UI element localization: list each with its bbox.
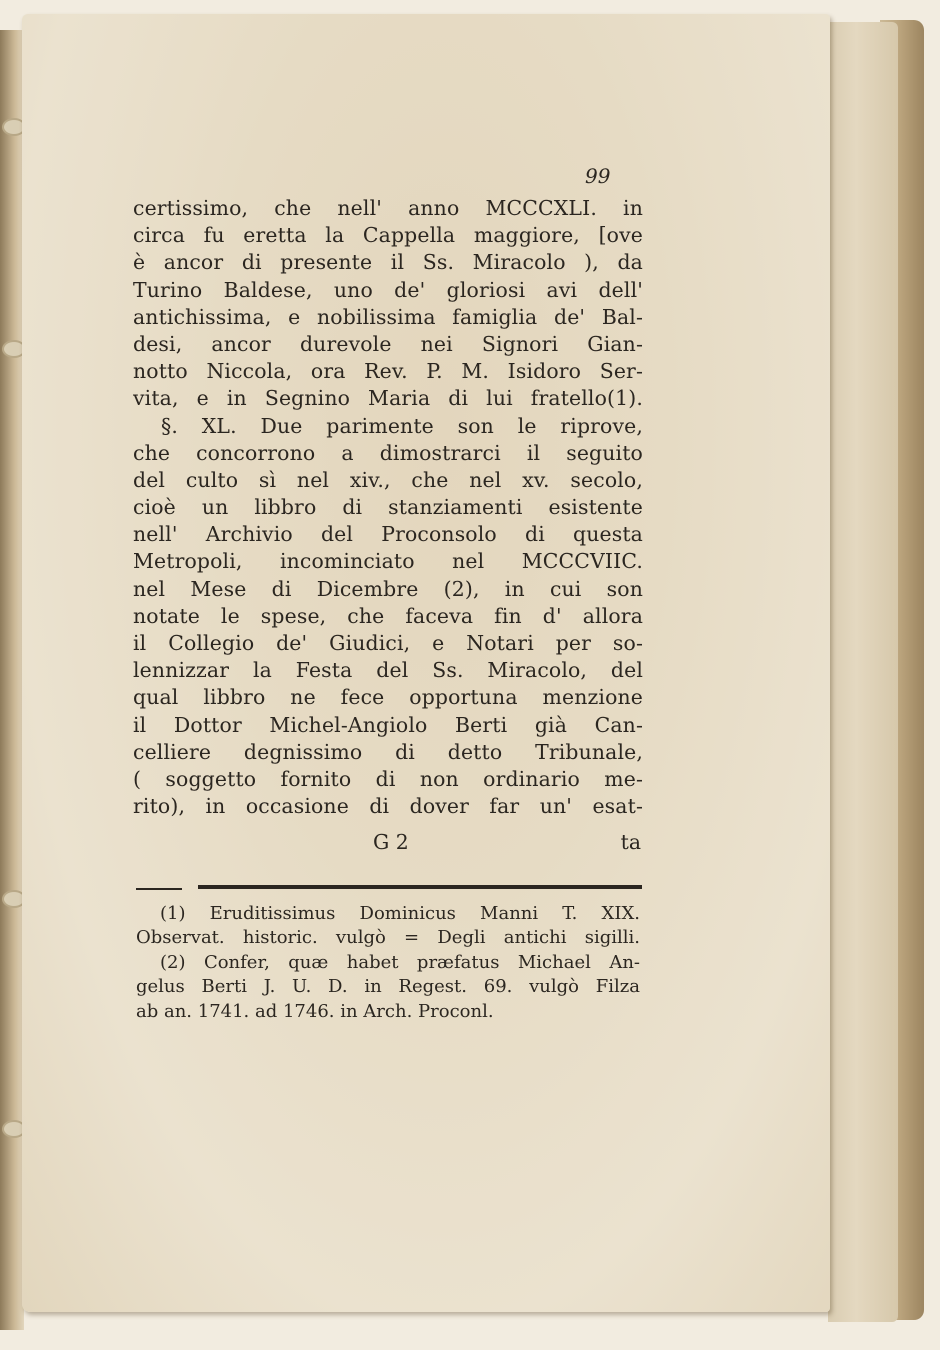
catchword: ta xyxy=(620,830,641,854)
footnote-line: ab an. 1741. ad 1746. in Arch. Proconl. xyxy=(136,1000,494,1022)
footnote-line: gelus Berti J. U. D. in Regest. 69. vulgò Filza xyxy=(136,976,640,998)
body-line: nell' Archivio del Proconsolo di questa xyxy=(133,522,643,547)
footnote-rule-long xyxy=(198,885,642,889)
body-text xyxy=(133,195,643,820)
footnotes xyxy=(136,902,640,1024)
footnote-line: Observat. historic. vulgò = Degli antichi sigilli. xyxy=(136,927,640,949)
body-line: vita, e in Segnino Maria di lui fratello(1). xyxy=(133,386,643,411)
body-line: ( soggetto fornito di non ordinario me- xyxy=(133,766,643,791)
body-line: il Collegio de' Giudici, e Notari per so- xyxy=(133,631,643,655)
body-line: è ancor di presente il Ss. Miracolo ), da xyxy=(133,250,643,275)
footnote-line: (1) Eruditissimus Dominicus Manni T. XIX. xyxy=(160,903,640,924)
body-line: il Dottor Michel-Angiolo Berti già Can- xyxy=(133,712,643,737)
body-line: nel Mese di Dicembre (2), in cui son xyxy=(133,576,643,601)
body-line: lennizzar la Festa del Ss. Miracolo, del xyxy=(133,658,643,683)
body-line: §. XL. Due parimente son le riprove, xyxy=(161,413,643,438)
body-line: certissimo, che nell' anno MCCCXLI. in xyxy=(133,196,643,220)
underlying-page xyxy=(828,22,898,1322)
body-line: qual libbro ne fece opportuna menzione xyxy=(133,685,643,710)
page-number: 99 xyxy=(585,164,611,188)
body-line: notto Niccola, ora Rev. P. M. Isidoro Ser- xyxy=(133,359,643,384)
footnote-rule-short xyxy=(136,888,182,890)
body-line: rito), in occasione di dover far un' esat- xyxy=(133,794,643,819)
body-line: cioè un libbro di stanziamenti esistente xyxy=(133,495,643,520)
body-line: che concorrono a dimostrarci il seguito xyxy=(133,440,643,465)
body-line: Metropoli, incominciato nel MCCCVIIC. xyxy=(133,549,643,574)
footnote-line: (2) Confer, quæ habet præfatus Michael An- xyxy=(160,951,640,973)
body-line: celliere degnissimo di detto Tribunale, xyxy=(133,739,643,764)
body-line: Turino Baldese, uno de' gloriosi avi dell' xyxy=(133,277,643,302)
body-line: antichissima, e nobilissima famiglia de' Bal- xyxy=(133,304,643,329)
body-line: desi, ancor durevole nei Signori Gian- xyxy=(133,331,643,356)
body-line: del culto sì nel xiv., che nel xv. secolo, xyxy=(133,467,643,492)
signature-mark: G 2 xyxy=(373,830,409,854)
body-line: notate le spese, che faceva fin d' allora xyxy=(133,603,643,628)
signature-row xyxy=(133,830,643,858)
facing-page-edge xyxy=(0,30,24,1330)
body-line: circa fu eretta la Cappella maggiore, [ove xyxy=(133,223,643,248)
